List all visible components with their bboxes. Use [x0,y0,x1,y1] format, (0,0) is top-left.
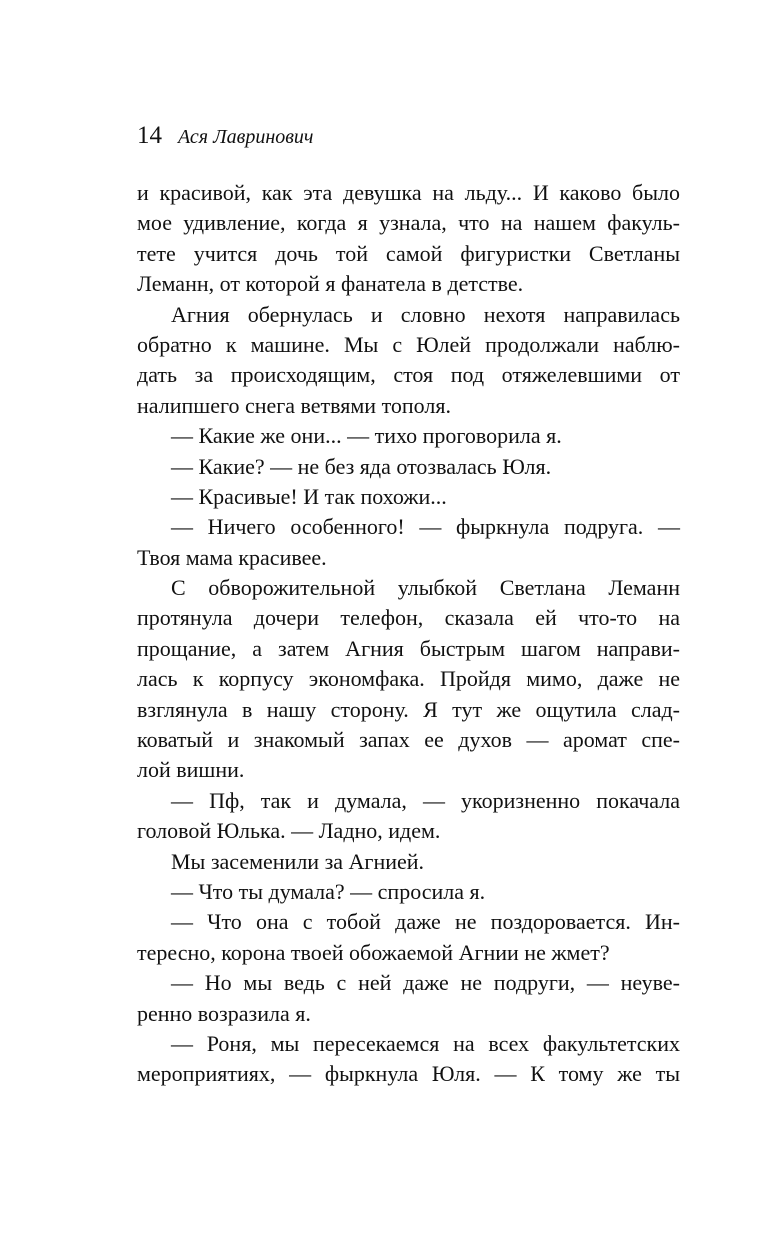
body-text [137,178,680,1090]
text-line: Твоя мама красивее. [137,544,327,570]
text-line: дать за происходящим, стоя под отяжелевшими от [137,362,680,388]
text-line: лой вишни. [137,757,245,783]
text-line: — Красивые! И так похожи... [171,483,447,509]
text-line: — Ничего особенного! — фыркнула подруга. — [171,514,680,540]
text-line: мероприятиях, — фыркнула Юля. — К тому же ты [137,1061,680,1087]
text-line: тересно, корона твоей обожаемой Агнии не жмет? [137,939,610,965]
text-line: мое удивление, когда я узнала, что на нашем факуль- [137,210,680,236]
text-line: Агния обернулась и словно нехотя направилась [171,301,680,327]
page-number: 14 [137,122,162,149]
book-author: Ася Лавринович [178,126,314,148]
text-line: обратно к машине. Мы с Юлей продолжали наблю- [137,331,680,357]
text-line: коватый и знакомый запах ее духов — аромат спе- [137,727,680,753]
text-line: налипшего снега ветвями тополя. [137,392,451,418]
text-line: — Пф, так и думала, — укоризненно покачала [171,787,680,813]
running-head [137,120,313,152]
text-line: лась к корпусу экономфака. Пройдя мимо, даже не [137,666,680,692]
text-line: — Что она с тобой даже не поздоровается. Ин- [171,909,680,935]
text-line: — Какие же они... — тихо проговорила я. [171,423,562,449]
text-line: тете учится дочь той самой фигуристки Светланы [137,240,680,266]
text-line: Леманн, от которой я фанатела в детстве. [137,271,524,297]
text-line: — Что ты думала? — спросила я. [171,878,486,904]
text-line: — Роня, мы пересекаемся на всех факультетских [171,1030,680,1056]
text-line: С обворожительной улыбкой Светлана Леманн [171,575,680,601]
text-line: Мы засеменили за Агнией. [171,848,425,874]
text-line: взглянула в нашу сторону. Я тут же ощутила слад- [137,696,680,722]
text-line: головой Юлька. — Ладно, идем. [137,818,441,844]
text-line: — Но мы ведь с ней даже не подруги, — неуве- [171,970,680,996]
text-line: протянула дочери телефон, сказала ей что-то на [137,605,680,631]
text-line: ренно возразила я. [137,1000,311,1026]
text-line: прощание, а затем Агния быстрым шагом направи- [137,635,680,661]
text-line: и красивой, как эта девушка на льду... И каково было [137,180,680,205]
text-line: — Какие? — не без яда отозвалась Юля. [171,453,552,479]
